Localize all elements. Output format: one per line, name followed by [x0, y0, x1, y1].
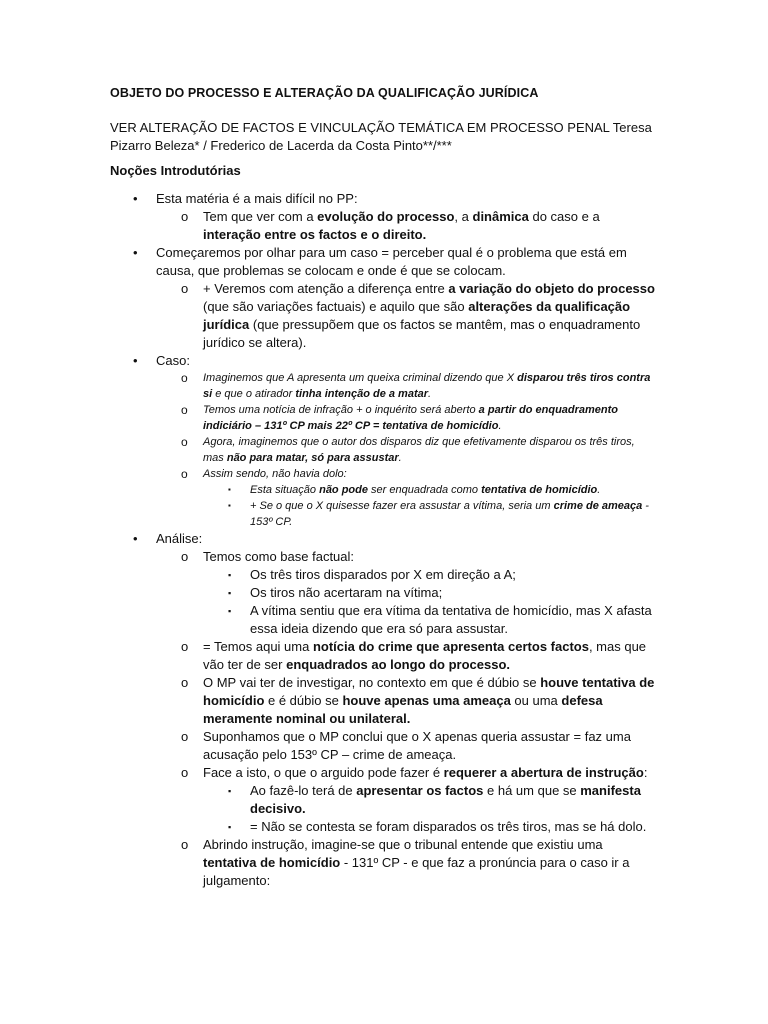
list-item: ▪ Os três tiros disparados por X em direção a A;	[228, 567, 516, 582]
list-item: ▪ Esta situação não pode ser enquadrada como tentativa de homicídio.	[228, 484, 601, 496]
bullet-marker: o	[181, 281, 189, 296]
list-item: ▪ Os tiros não acertaram na vítima;	[228, 585, 443, 600]
bullet-marker: ▪	[228, 588, 232, 598]
bullet-marker: o	[181, 467, 188, 481]
list-item: • Análise:	[133, 531, 203, 546]
list-item: o Imaginemos que A apresenta um queixa criminal dizendo que X disparou três tiros contra si e que o atirador tinha intenção de a matar.	[181, 371, 651, 400]
bullet-marker: o	[181, 729, 189, 744]
outline	[0, 190, 768, 890]
document-title: OBJETO DO PROCESSO E ALTERAÇÃO DA QUALIFICAÇÃO JURÍDICA	[110, 86, 539, 100]
bullet-marker: o	[181, 837, 189, 852]
list-item: o O MP vai ter de investigar, no contexto em que é dúbio se houve tentativa de homicídio e é dúbio se houve apenas uma ameaça ou uma defesa meramente nominal ou unilateral.	[181, 675, 655, 726]
list-item: • Caso:	[133, 353, 190, 368]
section-heading: Noções Introdutórias	[110, 163, 241, 178]
list-item: o Temos como base factual:	[181, 549, 355, 564]
bullet-marker: ▪	[228, 501, 231, 510]
bullet-marker: o	[181, 435, 188, 449]
list-item: o Assim sendo, não havia dolo:	[181, 467, 347, 481]
list-item: o Face a isto, o que o arguido pode fazer é requerer a abertura de instrução:	[181, 765, 648, 780]
bullet-marker: •	[133, 353, 138, 368]
list-item: • Esta matéria é a mais difícil no PP:	[133, 191, 358, 206]
list-item: o Temos uma notícia de infração + o inquérito será aberto a partir do enquadramento indiciário – 131º CP mais 22º CP = tentativa de homicídio.	[181, 403, 619, 432]
bullet-marker: o	[181, 675, 189, 690]
bullet-marker: •	[133, 245, 138, 260]
bullet-marker: ▪	[228, 570, 232, 580]
bullet-marker: ▪	[228, 485, 231, 494]
list-item: o Tem que ver com a evolução do processo, a dinâmica do caso e a interação entre os factos e o direito.	[181, 209, 600, 242]
bullet-marker: •	[133, 531, 138, 546]
list-item: ▪ A vítima sentiu que era vítima da tentativa de homicídio, mas X afasta essa ideia dizendo que era só para assustar.	[228, 603, 652, 636]
list-item: o Agora, imaginemos que o autor dos disparos diz que efetivamente disparou os três tiros, mas não para matar, só para assustar.	[181, 435, 635, 464]
bullet-marker: o	[181, 765, 189, 780]
bullet-marker: o	[181, 403, 188, 417]
list-item: o Abrindo instrução, imagine-se que o tribunal entende que existiu uma tentativa de homicídio - 131º CP - e que faz a pronúncia para o caso ir a julgamento:	[181, 837, 630, 888]
bullet-marker: ▪	[228, 822, 232, 832]
list-item: o Suponhamos que o MP conclui que o X apenas queria assustar = faz uma acusação pelo 153º CP – crime de ameaça.	[181, 729, 631, 762]
bullet-marker: o	[181, 371, 188, 385]
list-item: ▪ + Se o que o X quisesse fazer era assustar a vítima, seria um crime de ameaça - 153º CP.	[228, 500, 649, 528]
bullet-marker: o	[181, 209, 189, 224]
bullet-marker: ▪	[228, 786, 232, 796]
list-item: o = Temos aqui uma notícia do crime que apresenta certos factos, mas que vão ter de ser enquadrados ao longo do processo.	[181, 639, 647, 672]
list-item: • Começaremos por olhar para um caso = perceber qual é o problema que está em causa, que problemas se colocam e onde é que se colocam.	[133, 245, 627, 278]
list-item: ▪ = Não se contesta se foram disparados os três tiros, mas se há dolo.	[228, 819, 647, 834]
bullet-marker: o	[181, 639, 189, 654]
list-item: ▪ Ao fazê-lo terá de apresentar os factos e há um que se manifesta decisivo.	[228, 783, 641, 816]
bullet-marker: ▪	[228, 606, 232, 616]
reference-line: VER ALTERAÇÃO DE FACTOS E VINCULAÇÃO TEMÁTICA EM PROCESSO PENAL Teresa Pizarro Beleza* / Frederico de Lacerda da Costa Pinto**/***	[110, 120, 652, 153]
list-item: o + Veremos com atenção a diferença entre a variação do objeto do processo (que são variações factuais) e aquilo que são alterações da qualificação jurídica (que pressupõem que os factos se mantêm, mas o enquadramento jurídico se altera).	[181, 281, 655, 350]
bullet-marker: •	[133, 191, 138, 206]
bullet-marker: o	[181, 549, 189, 564]
